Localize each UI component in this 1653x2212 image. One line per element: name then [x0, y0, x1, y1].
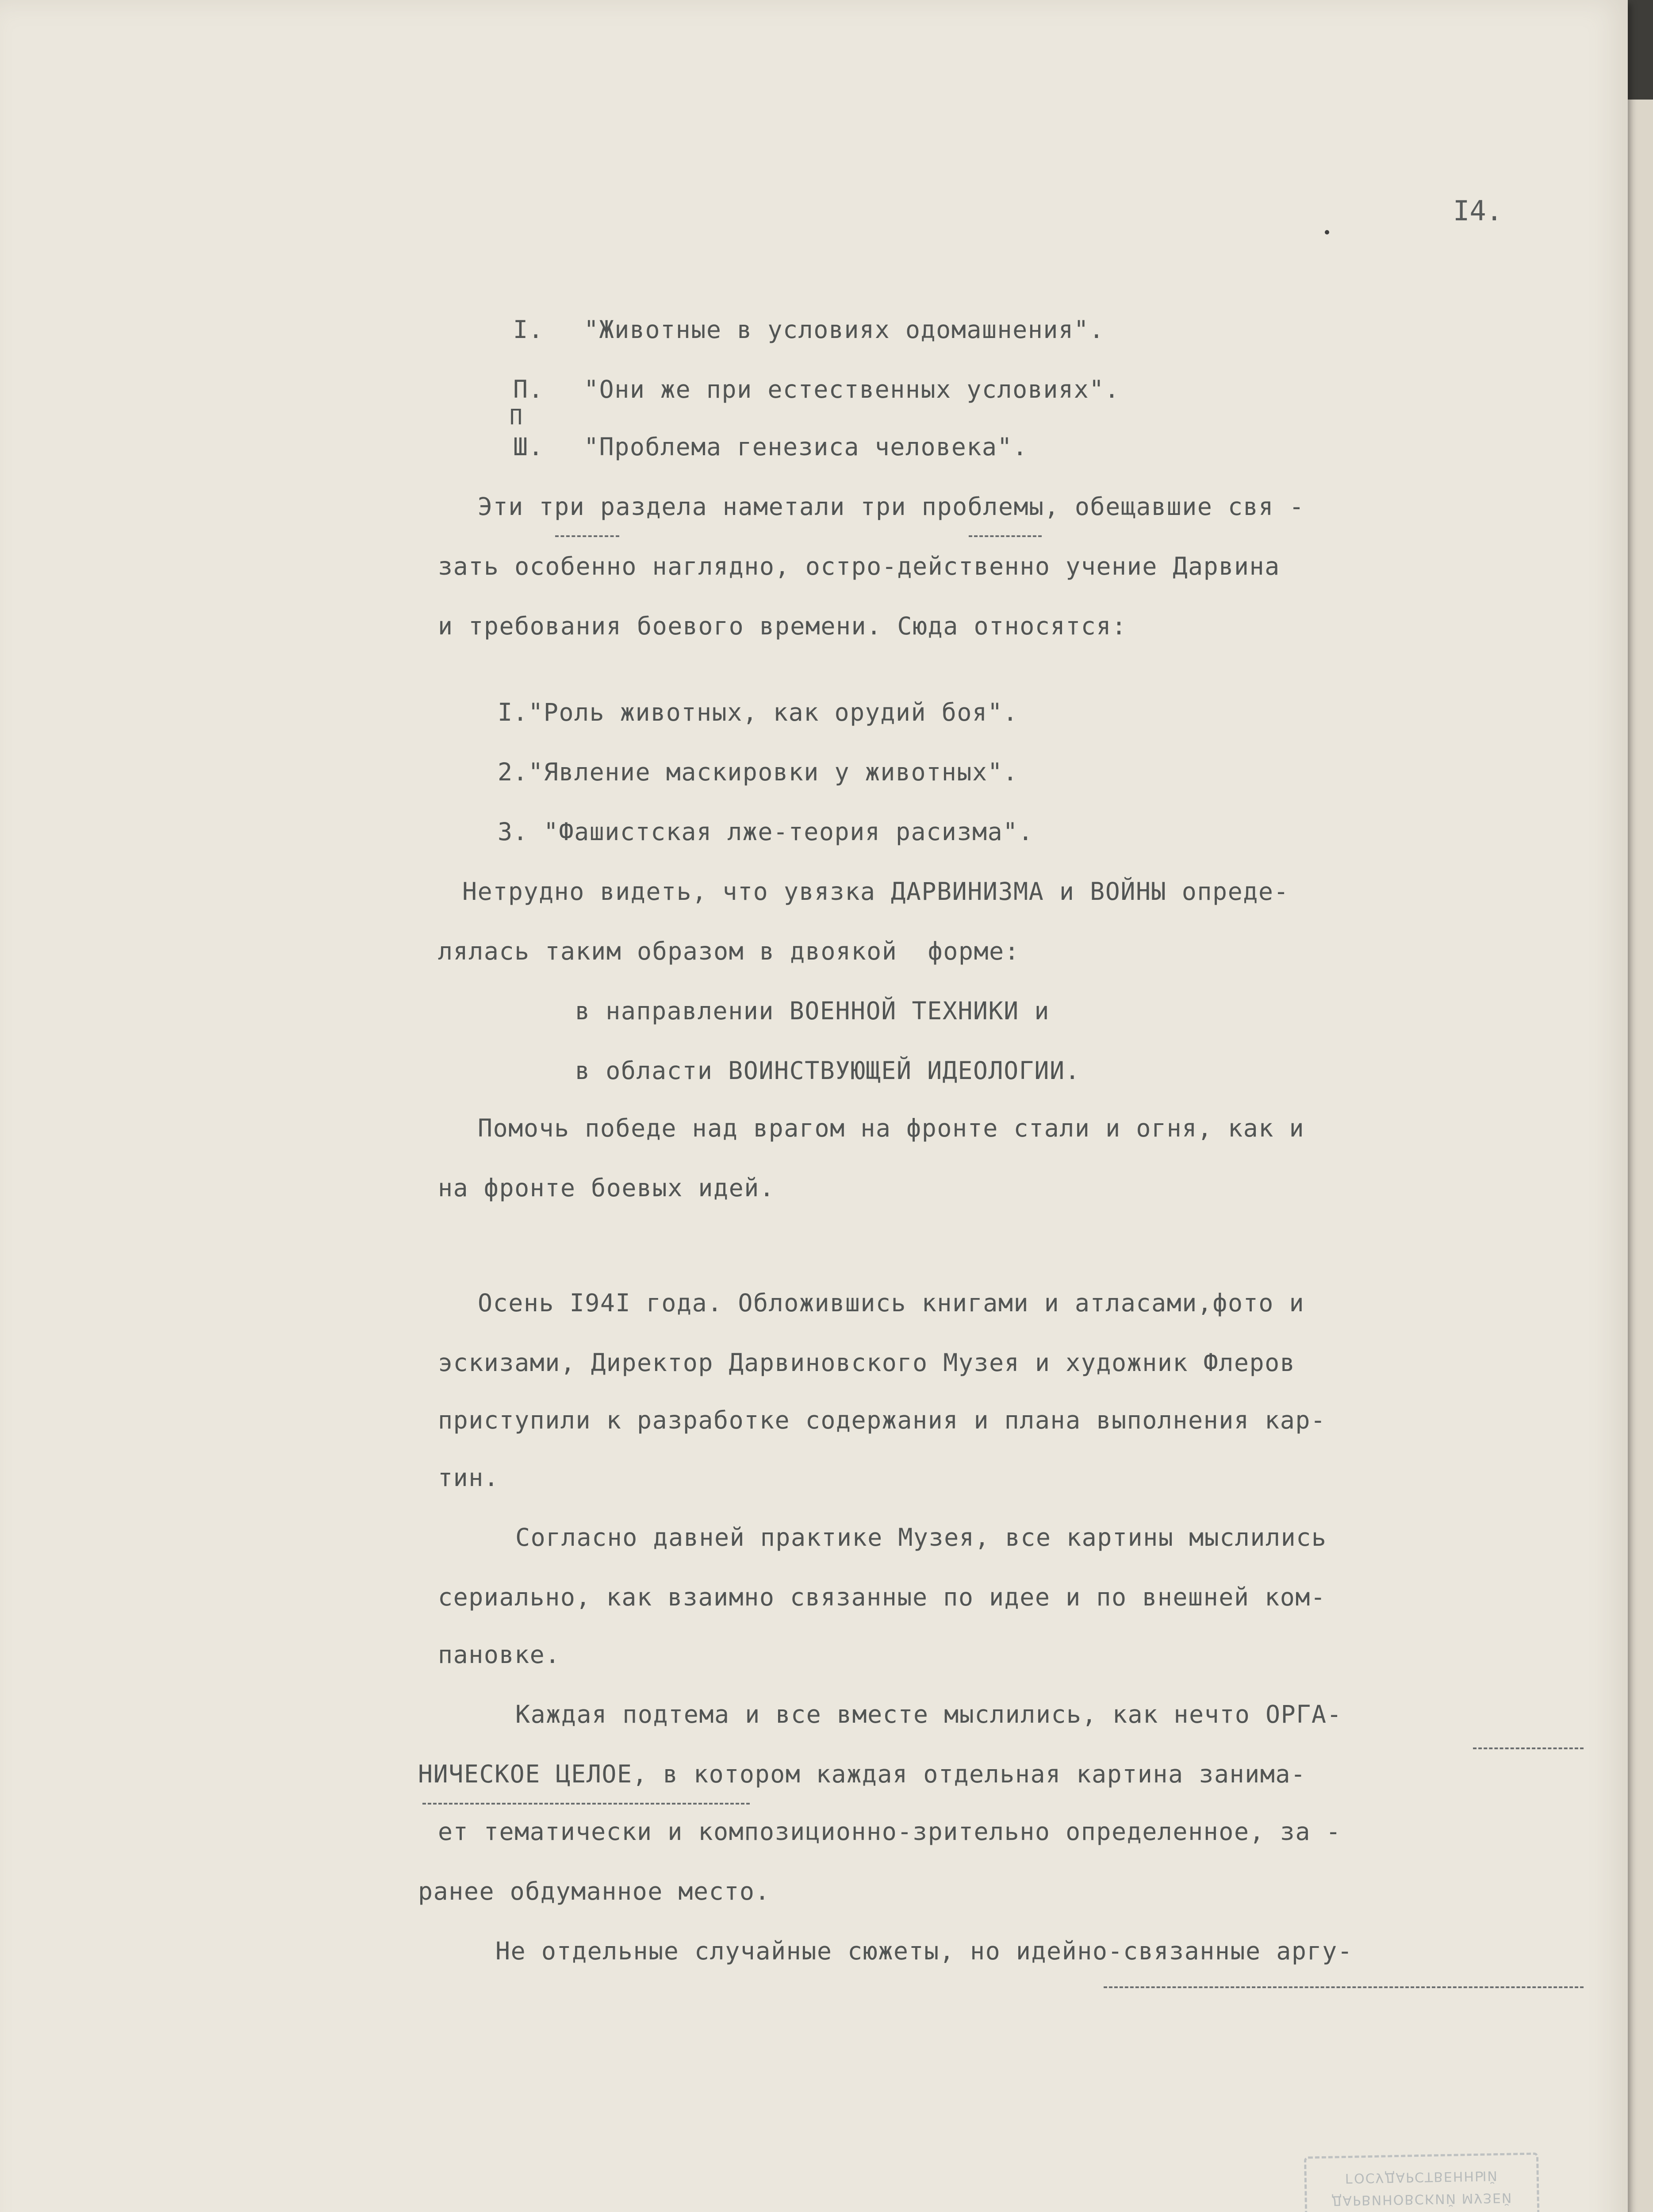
paragraph-line: Помочь победе над врагом на фронте стали и огня, как и — [478, 1114, 1305, 1142]
ink-speck — [1325, 230, 1329, 234]
section-number: Ш. — [513, 433, 544, 461]
section-title: "Животные в условиях одомашнения". — [584, 315, 1105, 344]
paragraph-line: Каждая подтема и все вместе мыслились, как нечто ОРГА- — [515, 1700, 1342, 1728]
underline-mark — [1473, 1747, 1584, 1749]
section-number: П. — [513, 375, 544, 403]
paragraph-line: приступили к разработке содержания и плана выполнения кар- — [438, 1406, 1326, 1434]
paragraph-line: НИЧЕСКОЕ ЦЕЛОЕ, в котором каждая отдельная картина занима- — [418, 1760, 1306, 1788]
problem-item: 2."Явление маскировки у животных". — [498, 758, 1018, 786]
paragraph-line: зать особенно наглядно, остро-действенно учение Дарвина — [438, 552, 1280, 580]
paragraph-line: Нетрудно видеть, что увязка ДАРВИНИЗМА и ВОЙНЫ опреде- — [462, 877, 1289, 906]
underline-mark — [422, 1803, 750, 1805]
section-title: "Проблема генезиса человека". — [584, 433, 1028, 461]
paragraph-line: и требования боевого времени. Сюда относятся: — [438, 612, 1127, 640]
paragraph-line: сериально, как взаимно связанные по идее и по внешней ком- — [438, 1583, 1326, 1611]
stamp-line: ГОСУДАРСТВЕННЫЙ — [1345, 2167, 1499, 2186]
marginal-correction: П — [510, 405, 523, 430]
page-number: I4. — [1453, 195, 1503, 227]
paragraph-line: тин. — [438, 1463, 499, 1492]
section-number: I. — [513, 315, 544, 344]
underline-mark — [1104, 1986, 1584, 1988]
problem-item: I."Роль животных, как орудий боя". — [498, 698, 1018, 726]
paragraph-line: Согласно давней практике Музея, все картины мыслились — [515, 1523, 1327, 1551]
paragraph-line: Осень I94I года. Обложившись книгами и атласами,фото и — [478, 1289, 1305, 1317]
paragraph-line: ет тематически и композиционно-зрительно определенное, за - — [438, 1817, 1342, 1846]
paragraph-line: Не отдельные случайные сюжеты, но идейно-связанные аргу- — [495, 1937, 1353, 1965]
paragraph-line: лялась таким образом в двоякой форме: — [438, 937, 1020, 965]
paragraph-line: на фронте боевых идей. — [438, 1174, 775, 1202]
archive-stamp — [1304, 2152, 1540, 2212]
paragraph-line: эскизами, Директор Дарвиновского Музея и художник Флеров — [438, 1348, 1296, 1377]
form-item: в направлении ВОЕННОЙ ТЕХНИКИ и — [575, 997, 1050, 1025]
paragraph-line: Эти три раздела наметали три проблемы, обещавшие свя - — [478, 492, 1305, 521]
underline-mark — [969, 535, 1042, 537]
form-item: в области ВОИНСТВУЮЩЕЙ ИДЕОЛОГИИ. — [575, 1056, 1081, 1085]
stamp-line: ДАРВИНОВСКИЙ МУЗЕЙ — [1331, 2189, 1513, 2208]
problem-item: 3. "Фашистская лже-теория расизма". — [498, 818, 1034, 846]
paragraph-line: пановке. — [438, 1640, 560, 1669]
section-title: "Они же при естественных условиях". — [584, 375, 1120, 403]
paragraph-line: ранее обдуманное место. — [418, 1877, 771, 1905]
underline-mark — [555, 535, 619, 537]
